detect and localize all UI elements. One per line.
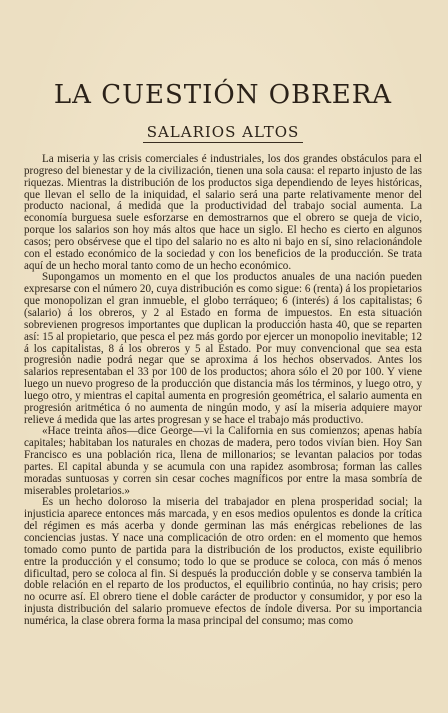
article-body <box>24 154 422 628</box>
article-subtitle: SALARIOS ALTOS <box>143 123 304 143</box>
paragraph: Supongamos un momento en el que los productos anuales de una nación pueden expresarse con el número 20, cuya distribución es como sigue: 6 (renta) á los propietarios que monopolizan el gran inmueble, el globo terráqueo; 6 (interés) á los capitalistas; 6 (salario) á los obreros, y 2 al Estado en forma de impuestos. En esta situación sobrevienen progresos importantes que duplican la producción hasta 40, que se reparten así: 15 al propietario, que pesca el pez más gordo por ejercer un monopolio inevitable; 12 á los capitalistas, 8 á los obreros y 5 al Estado. Por muy convencional que sea esta progresión nadie podrá negar que se aproxima á los hechos observados. Antes los salarios representaban el 33 por 100 de los productos; ahora sólo el 20 por 100. Y viene luego un nuevo progreso de la producción que distancia más los términos, y luego otro, y luego otro, y mientras el capital aumenta en progresión geométrica, el salario aumenta en progresión aritmética ó no aumenta de ningún modo, y así la miseria adquiere mayor relieve á medida que las artes progresan y se hace el trabajo más productivo. <box>24 271 422 426</box>
subtitle-wrap <box>24 122 422 154</box>
paragraph: «Hace treinta años—dice George—vi la California en sus comienzos; apenas había capitales; habitaban los naturales en chozas de madera, pero todos vivían bien. Hoy San Francisco es una población rica, llena de millonarios; se levantan palacios por todas partes. El capital abunda y se acumula con una rapidez asombrosa; forman las calles moradas suntuosas y corren sin cesar coches magníficos por entre la masa sombría de miserables proletarios.» <box>24 425 422 497</box>
article-title: LA CUESTIÓN OBRERA <box>53 80 393 110</box>
paragraph: La miseria y las crisis comerciales é industriales, los dos grandes obstáculos para el progreso del bienestar y de la civilización, tienen una sola causa: el reparto injusto de las riquezas. Mientras la distribución de los productos siga dependiendo de leyes históricas, que llevan el sello de la iniquidad, el salario será una parte relativamente menor del producto nacional, á medida que la productividad del trabajo social aumenta. La economía burguesa suele esforzarse en demostrarnos que el obrero se queja de vicio, porque los salarios son hoy más altos que hace un siglo. El hecho es cierto en algunos casos; pero obsérvese que el tipo del salario no es alto ni bajo en sí, sino relacionándole con el estado económico de la sociedad y con los beneficios de la producción. Se trata aquí de un hecho moral tanto como de un hecho económico. <box>24 153 422 272</box>
paragraph: Es un hecho doloroso la miseria del trabajador en plena prosperidad social; la injusticia aparece entonces más marcada, y en esos medios opulentos es donde la crítica del régimen es más acerba y donde germinan las más enérgicas rebeliones de las conciencias justas. Y nace una complicación de otro orden: en el momento que hemos tomado como punto de partida para la distribución de los productos, existe equilibrio entre la producción y el consumo; todo lo que se produce se coloca, con más ó menos dificultad, pero se coloca al fin. Si después la producción doble y se conserva también la doble relación en el reparto de los productos, el equilibrio continúa, no hay crisis; pero no ocurre así. El obrero tiene el doble carácter de productor y consumidor, y por eso la injusta distribución del salario promueve efectos de índole diversa. Por su importancia numérica, la clase obrera forma la masa principal del consumo; mas como <box>24 496 422 627</box>
